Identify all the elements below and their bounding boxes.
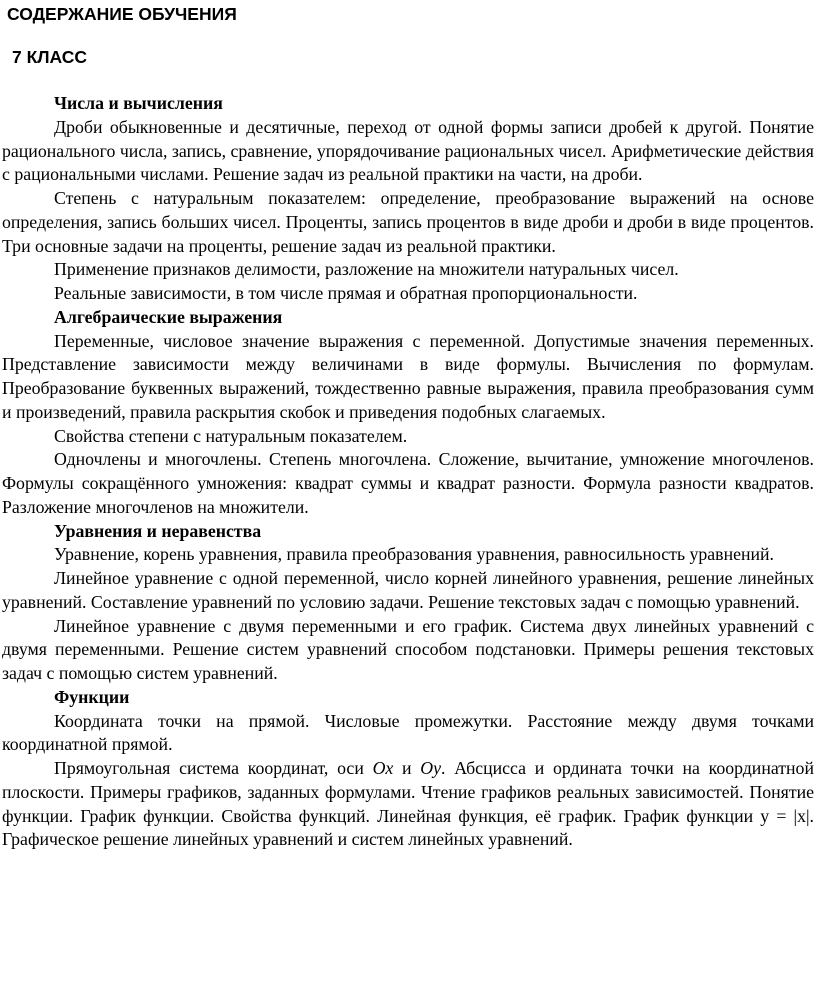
text-fragment: . Абсцисса и ордината точки на координатной плоскости. Примеры графиков, заданных формулами. Чтение графиков реальных зависимостей. Понятие функции. График функции. Свойства функций. Линейная функция, её график. График функции y = |x|. Графическое решение линейных уравнений и систем линейных уравнений. — [2, 758, 814, 850]
axis-oy: Oy — [420, 758, 442, 778]
paragraph: Одночлены и многочлены. Степень многочлена. Сложение, вычитание, умножение многочленов. Формулы сокращённого умножения: квадрат суммы и квадрат разности. Формула разности квадратов. Разложение многочленов на множители. — [2, 449, 814, 517]
section-heading-algebraic-expressions: Алгебраические выражения — [54, 306, 283, 327]
text-fragment: Прямоугольная система координат, оси — [54, 758, 373, 778]
paragraph: Линейное уравнение с двумя переменными и его график. Система двух линейных уравнений с двумя переменными. Решение систем уравнений способом подстановки. Примеры решения текстовых задач с помощью систем уравнений. — [2, 615, 814, 683]
paragraph: Степень с натуральным показателем: определение, преобразование выражений на основе определения, запись больших чисел. Проценты, запись процентов в виде дроби и дроби в виде процентов. Три основные задачи на проценты, решение задач из реальной практики. — [2, 188, 814, 256]
document-body — [2, 92, 814, 852]
paragraph: Уравнение, корень уравнения, правила преобразования уравнения, равносильность уравнений. — [54, 544, 774, 565]
paragraph-coordinates — [2, 757, 814, 852]
grade-title: 7 КЛАСС — [12, 47, 88, 67]
section-heading-functions: Функции — [54, 686, 130, 707]
paragraph: Линейное уравнение с одной переменной, число корней линейного уравнения, решение линейных уравнений. Составление уравнений по условию задачи. Решение текстовых задач с помощью уравнений. — [2, 568, 814, 612]
section-heading-equations: Уравнения и неравенства — [54, 520, 262, 541]
paragraph: Свойства степени с натуральным показателем. — [54, 425, 408, 446]
paragraph: Координата точки на прямой. Числовые промежутки. Расстояние между двумя точками координатной прямой. — [2, 710, 814, 755]
paragraph: Переменные, числовое значение выражения с переменной. Допустимые значения переменных. Представление зависимости между величинами в виде формулы. Вычисления по формулам. Преобразование буквенных выражений, тождественно равные выражения, правила преобразования сумм и произведений, правила раскрытия скобок и приведения подобных слагаемых. — [2, 330, 814, 422]
text-fragment: и — [393, 758, 421, 778]
paragraph: Применение признаков делимости, разложение на множители натуральных чисел. — [54, 259, 679, 280]
paragraph: Дроби обыкновенные и десятичные, переход от одной формы записи дробей к другой. Понятие рационального числа, запись, сравнение, упорядочивание рациональных чисел. Арифметические действия с рациональными числами. Решение задач из реальной практики на части, на дроби. — [2, 116, 814, 185]
paragraph: Реальные зависимости, в том числе прямая и обратная пропорциональности. — [54, 283, 638, 303]
axis-ox: Ox — [372, 758, 394, 778]
section-heading-numbers: Числа и вычисления — [54, 93, 223, 113]
document-title: СОДЕРЖАНИЕ ОБУЧЕНИЯ — [7, 4, 237, 24]
